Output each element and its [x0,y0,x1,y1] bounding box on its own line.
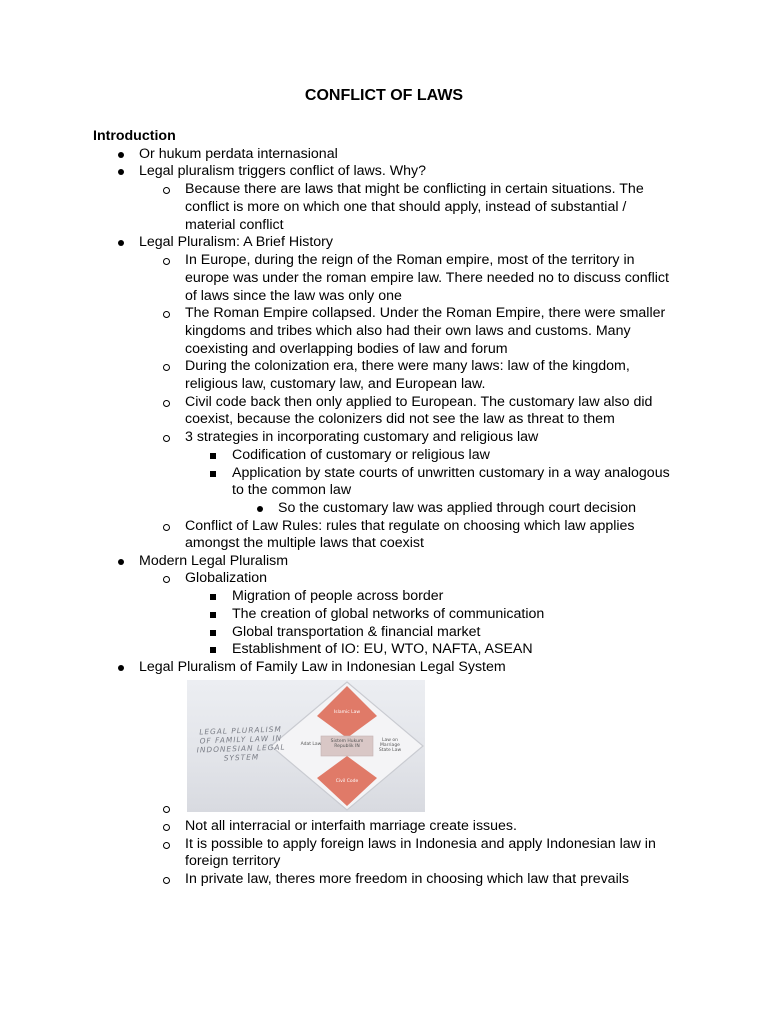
square-bullet-icon [210,647,216,653]
circle-bullet-icon [163,524,170,531]
list-item-text: Legal pluralism triggers conflict of laws. Why? [139,163,427,179]
list-item-text: to the common law [232,482,352,498]
circle-bullet-icon [163,842,170,849]
circle-bullet-icon [163,364,170,371]
list-item-text: coexist, because the colonizers did not see the law as threat to them [185,411,615,427]
square-bullet-icon [210,471,216,477]
right-label: Law on Marriage State Law [378,738,402,753]
square-bullet-icon [210,453,216,459]
list-item-text: Legal Pluralism: A Brief History [139,234,333,250]
list-item-text: Globalization [185,570,268,586]
list-item-text: Or hukum perdata internasional [139,146,338,162]
dot-bullet-icon [118,559,124,565]
circle-bullet-icon [163,824,170,831]
list-item-text: The creation of global networks of communication [232,606,545,622]
list-item-text: 3 strategies in incorporating customary and religious law [185,429,539,445]
bottom-label: Civil Code [335,779,359,784]
list-item-text: foreign territory [185,853,281,869]
list-item-text: Not all interracial or interfaith marriage create issues. [185,818,517,834]
list-item-text: The Roman Empire collapsed. Under the Roman Empire, there were smaller [185,305,666,321]
circle-bullet-icon [163,400,170,407]
square-bullet-icon [210,630,216,636]
list-item-text: Modern Legal Pluralism [139,553,289,569]
dot-bullet-icon [118,665,124,671]
list-item-text: In Europe, during the reign of the Roman empire, most of the territory in [185,252,635,268]
top-label: Islamic Law [333,710,361,715]
list-item-text: In private law, theres more freedom in choosing which law that prevails [185,871,629,887]
dot-bullet-icon [257,506,263,512]
circle-bullet-icon [163,806,170,813]
center-label: Sistem Hukum Republik IN [330,739,364,749]
list-item-text: coexisting and overlapping bodies of law and forum [185,341,508,357]
section-heading: Introduction [93,128,176,144]
list-item-text: Because there are laws that might be conflicting in certain situations. The [185,181,644,197]
circle-bullet-icon [163,877,170,884]
square-bullet-icon [210,594,216,600]
embedded-photo [187,680,425,812]
list-item-text: Establishment of IO: EU, WTO, NAFTA, ASEAN [232,641,533,657]
list-item-text: europe was under the roman empire law. There needed no to discuss conflict [185,270,669,286]
list-item-text: material conflict [185,217,284,233]
dot-bullet-icon [118,240,124,246]
list-item-text: During the colonization era, there were many laws: law of the kingdom, [185,358,630,374]
page-title: CONFLICT OF LAWS [304,87,464,104]
list-item-text: religious law, customary law, and European law. [185,376,486,392]
list-item-text: Conflict of Law Rules: rules that regulate on choosing which law applies [185,518,635,534]
circle-bullet-icon [163,311,170,318]
list-item-text: Migration of people across border [232,588,444,604]
list-item-text: Application by state courts of unwritten customary in a way analogous [232,465,670,481]
list-item-text: Civil code back then only applied to European. The customary law also did [185,394,653,410]
list-item-text: Codification of customary or religious law [232,447,490,463]
list-item-text: Legal Pluralism of Family Law in Indonesian Legal System [139,659,506,675]
list-item-text: kingdoms and tribes which also had their own laws and customs. Many [185,323,631,339]
list-item-text: conflict is more on which one that should apply, instead of substantial / [185,199,627,215]
list-item-text: Global transportation & financial market [232,624,481,640]
circle-bullet-icon [163,258,170,265]
dot-bullet-icon [118,169,124,175]
list-item-text: of laws since the law was only one [185,288,402,304]
dot-bullet-icon [118,152,124,158]
square-bullet-icon [210,612,216,618]
photo-caption: LEGAL PLURALISM OF FAMILY LAW IN INDONESIAN LEGAL SYSTEM [196,724,286,763]
circle-bullet-icon [163,187,170,194]
list-item-text: It is possible to apply foreign laws in Indonesia and apply Indonesian law in [185,836,656,852]
circle-bullet-icon [163,576,170,583]
list-item-text: amongst the multiple laws that coexist [185,535,424,551]
circle-bullet-icon [163,435,170,442]
list-item-text: So the customary law was applied through court decision [278,500,637,516]
left-label: Adat Law [300,742,322,747]
